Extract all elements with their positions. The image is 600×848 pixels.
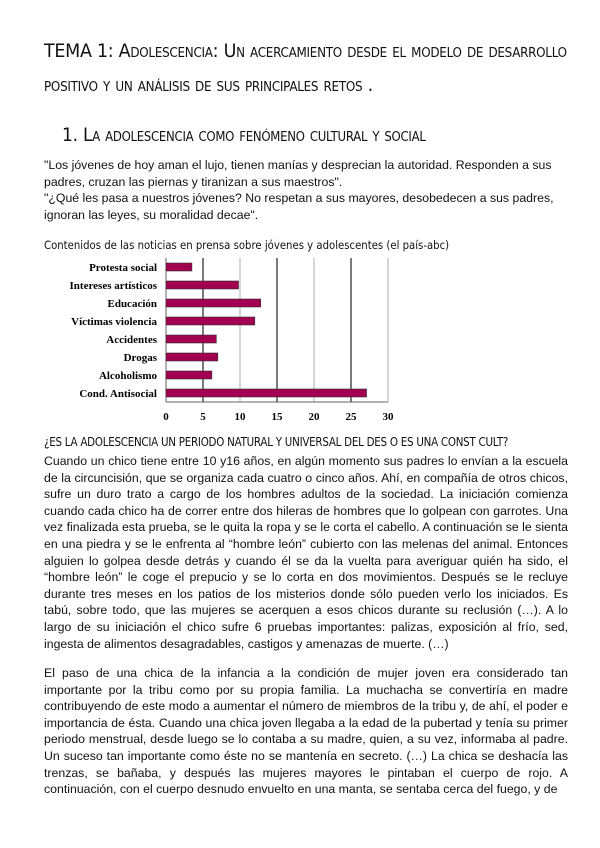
bar (166, 299, 261, 307)
bar (166, 371, 212, 379)
bar (166, 389, 367, 397)
category-label: Víctimas violencia (71, 316, 157, 328)
bar-chart (40, 255, 410, 430)
quote-2: "¿Qué les pasa a nuestros jóvenes? No respetan a sus mayores, desobedecen a sus padres, ignoran las leyes, su moralidad decae". (44, 191, 554, 222)
x-tick-label: 5 (200, 411, 206, 423)
quote-1: "Los jóvenes de hoy aman el lujo, tienen manías y desprecian la autoridad. Responden a sus padres, cruzan las piernas y tiranizan a sus maestros". (44, 158, 552, 189)
x-tick-label: 0 (163, 411, 169, 423)
category-label: Protesta social (89, 262, 157, 274)
category-label: Drogas (123, 352, 157, 364)
x-tick-label: 25 (345, 411, 357, 423)
category-label: Accidentes (106, 334, 157, 346)
x-tick-label: 20 (308, 411, 320, 423)
x-tick-label: 15 (271, 411, 283, 423)
category-label: Cond. Antisocial (79, 388, 157, 400)
quotes (44, 157, 569, 223)
bar (166, 335, 216, 343)
x-tick-label: 10 (234, 411, 246, 423)
section-heading: 1. La adolescencia como fenómeno cultural y social (62, 124, 426, 146)
bar (166, 281, 239, 289)
bar (166, 353, 218, 361)
section-question: ¿ES LA ADOLESCENCIA UN PERIODO NATURAL Y UNIVERSAL DEL DES O ES UNA CONST CULT? (44, 435, 509, 449)
chart-title: Contenidos de las noticias en prensa sobre jóvenes y adolescentes (el país-abc) (44, 238, 450, 252)
category-label: Educación (107, 298, 157, 310)
document-title: TEMA 1: Adolescencia: Un acercamiento desde el modelo de desarrollo positivo y un análisis de sus principales retos . (44, 40, 567, 96)
bar (166, 317, 255, 325)
category-label: Alcoholismo (98, 370, 157, 382)
x-tick-label: 30 (382, 411, 394, 423)
paragraph-2: El paso de una chica de la infancia a la condición de mujer joven era considerado tan importante por la tribu como por su propia familia. La muchacha se convertiría en madre contribuyendo de este modo a aumentar el número de miembros de la tribu y, de ahí, el poder e importancia de ésta. Cuando una chica joven llegaba a la edad de la pubertad y tenía su primer periodo menstrual, desde luego se lo contaba a su madre, quien, a su vez, informaba al padre. Un suceso tan importante como éste no se mantenía en secreto. (…) La chica se deshacía las trenzas, se bañaba, y después las mujeres mayores le pintaban el cuerpo de rojo. A continuación, con el cuerpo desnudo envuelto en una manta, se sentaba cerca del fuego, y de (44, 666, 568, 797)
bar (166, 263, 192, 271)
paragraph-1: Cuando un chico tiene entre 10 y16 años, en algún momento sus padres lo envían a la escuela de la circuncisión, que se organiza cada cuatro o cinco años. Ahí, en compañía de otros chicos, sufre un duro trato a cargo de los hombres adultos de la sociedad. La iniciación comienza cuando cada chico ha de correr entre dos hileras de hombres que lo golpean con garrotes. Una vez finalizada esta prueba, se le quita la ropa y se le corta el cabello. A continuación se le sienta en una piedra y se le enfrenta al “hombre león” cubierto con las melenas del animal. Entonces alguien lo golpea desde detrás y cuando él se da la vuelta para averiguar quién ha sido, el “hombre león” le coge el prepucio y se lo corta en dos movimientos. Después se le recluye durante tres meses en los patios de los misterios donde sólo pueden verlo los iniciados. Es tabú, sobre todo, que las mujeres se acerquen a esos chicos durante su reclusión (…). A lo largo de su iniciación el chico sufre 6 pruebas importantes: palizas, exposición al frío, sed, ingesta de alimentos desagradables, castigos y amenazas de muerte. (…) (44, 454, 568, 651)
category-label: Intereses artísticos (69, 280, 157, 292)
